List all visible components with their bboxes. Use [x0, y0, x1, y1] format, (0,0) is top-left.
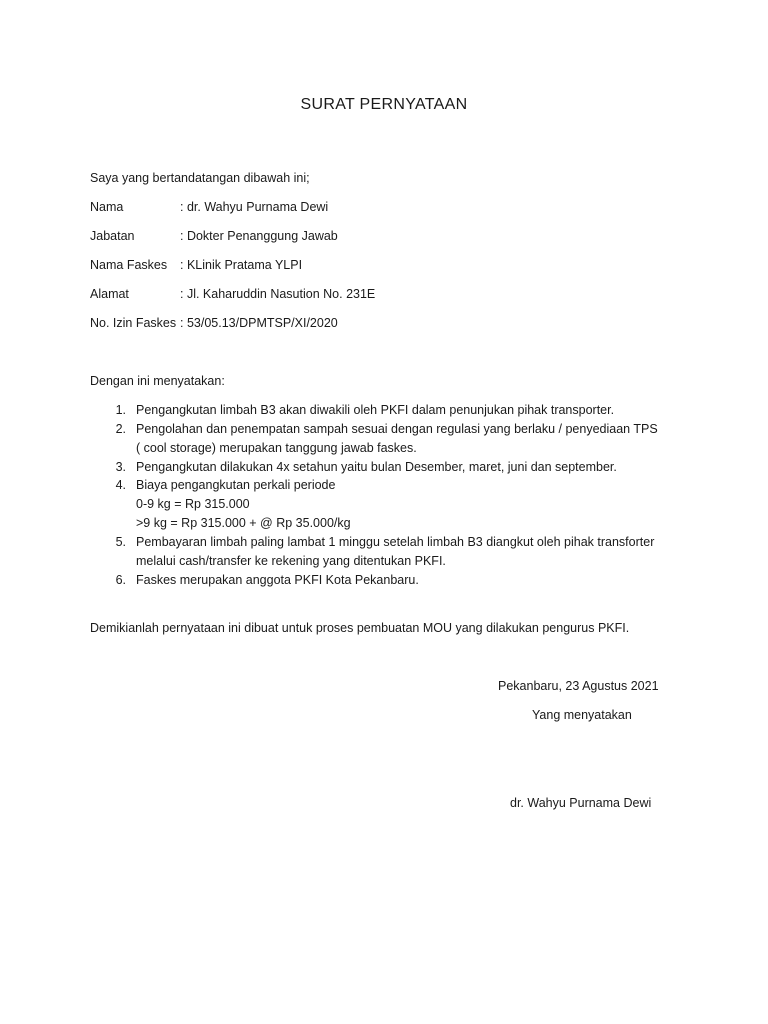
place-date: Pekanbaru, 23 Agustus 2021	[498, 679, 659, 693]
list-item-line: Biaya pengangkutan perkali periode	[136, 478, 336, 492]
list-item-line: Pembayaran limbah paling lambat 1 minggu setelah limbah B3 diangkut oleh pihak transforter	[136, 535, 655, 549]
field-label-alamat: Alamat	[90, 287, 129, 301]
list-item-line: Faskes merupakan anggota PKFI Kota Pekanbaru.	[136, 573, 419, 587]
field-value-jabatan: : Dokter Penanggung Jawab	[180, 229, 338, 243]
list-number: 3.	[115, 460, 126, 474]
list-item-line: 0-9 kg = Rp 315.000	[136, 497, 250, 511]
field-value-nama-faskes: : KLinik Pratama YLPI	[180, 258, 303, 272]
list-item-line: Pengangkutan limbah B3 akan diwakili oleh PKFI dalam penunjukan pihak transporter.	[136, 403, 615, 417]
list-number: 1.	[115, 403, 126, 417]
statement-intro: Dengan ini menyatakan:	[90, 374, 225, 388]
signatory-name: dr. Wahyu Purnama Dewi	[510, 796, 652, 810]
field-value-nama: : dr. Wahyu Purnama Dewi	[180, 200, 329, 214]
signatory-label: Yang menyatakan	[532, 708, 632, 722]
list-number: 6.	[115, 573, 126, 587]
closing-text: Demikianlah pernyataan ini dibuat untuk proses pembuatan MOU yang dilakukan pengurus PKFI.	[90, 621, 630, 635]
list-number: 4.	[115, 478, 126, 492]
field-label-nama-faskes: Nama Faskes	[90, 258, 168, 272]
field-label-izin: No. Izin Faskes	[90, 316, 177, 330]
list-item-line: Pengolahan dan penempatan sampah sesuai dengan regulasi yang berlaku / penyediaan TPS	[136, 422, 658, 436]
document-title: SURAT PERNYATAAN	[300, 96, 468, 113]
list-number: 5.	[115, 535, 126, 549]
field-label-jabatan: Jabatan	[90, 229, 135, 243]
list-item-line: Pengangkutan dilakukan 4x setahun yaitu bulan Desember, maret, juni dan september.	[136, 460, 617, 474]
field-value-alamat: : Jl. Kaharuddin Nasution No. 231E	[180, 287, 376, 301]
intro-text: Saya yang bertandatangan dibawah ini;	[90, 171, 310, 185]
list-item-line: melalui cash/transfer ke rekening yang ditentukan PKFI.	[136, 554, 446, 568]
field-value-izin: : 53/05.13/DPMTSP/XI/2020	[180, 316, 338, 330]
list-item-line: ( cool storage) merupakan tanggung jawab faskes.	[136, 441, 417, 455]
field-label-nama: Nama	[90, 200, 124, 214]
list-item-line: >9 kg = Rp 315.000 + @ Rp 35.000/kg	[136, 516, 351, 530]
list-number: 2.	[115, 422, 126, 436]
